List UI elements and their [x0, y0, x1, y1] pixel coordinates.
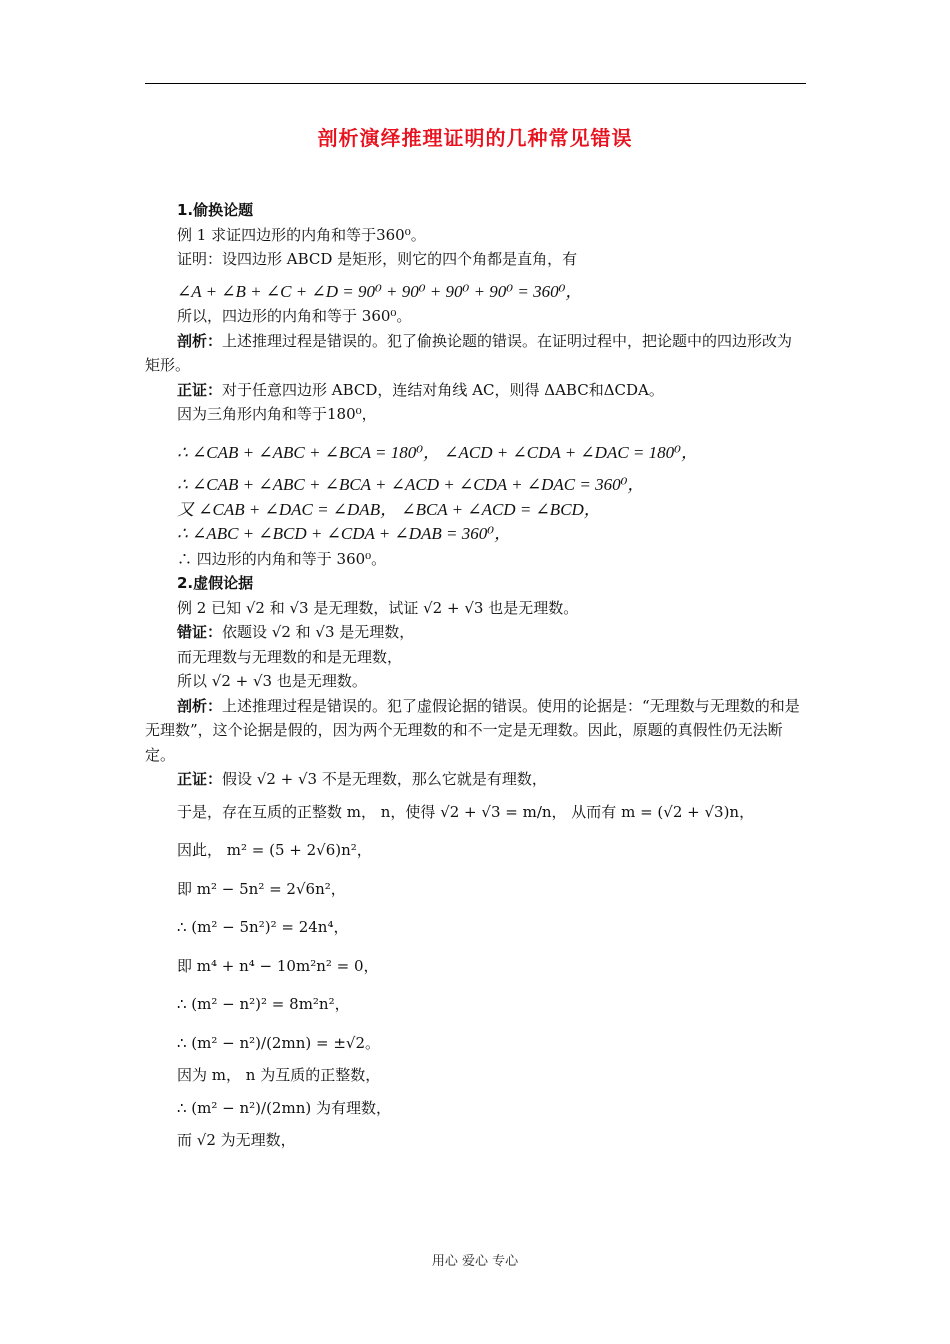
analysis2-label: 剖析：	[177, 696, 223, 715]
wrong-proof1-conclusion: 所以，四边形的内角和等于 360⁰。	[177, 307, 412, 325]
wrong-proof1-equation: ∠A + ∠B + ∠C + ∠D = 90⁰ + 90⁰ + 90⁰ + 90⁰ = 360⁰，	[177, 281, 583, 301]
wrong-proof2-line4: 所以 √2 + √3 也是无理数。	[177, 672, 367, 690]
proof2-line10: ∴ (m² − n²)/(2mn) 为有理数，	[177, 1098, 391, 1117]
proof2-text: 假设 √2 + √3 不是无理数，那么它就是有理数，	[222, 770, 547, 788]
wrong-proof2-line3: 而无理数与无理数的和是无理数，	[177, 647, 403, 666]
proof2	[145, 767, 806, 792]
wrong-proof2-label: 错证：	[177, 623, 223, 641]
analysis1-label: 剖析：	[177, 331, 223, 350]
section2-heading: 2.虚假论据	[177, 574, 254, 592]
proof1-line5: 又 ∠CAB + ∠DAC = ∠DAB， ∠BCA + ∠ACD = ∠BCD，	[177, 499, 601, 519]
page-footer: 用心 爱心 专心	[431, 1254, 519, 1269]
proof1-line6: ∴ ∠ABC + ∠BCD + ∠CDA + ∠DAB = 360⁰，	[177, 524, 512, 543]
proof2-line11: 而 √2 为无理数，	[177, 1131, 296, 1149]
header-rule	[145, 83, 806, 84]
proof2-line6: 即 m⁴ + n⁴ − 10m²n² = 0，	[177, 956, 379, 975]
wrong-proof1-line1: 证明：设四边形 ABCD 是矩形，则它的四个角都是直角，有	[177, 250, 578, 268]
proof2-line5: ∴ (m² − 5n²)² = 24n⁴，	[177, 918, 349, 936]
proof2-label: 正证：	[177, 770, 223, 788]
proof2-line7: ∴ (m² − n²)² = 8m²n²，	[177, 995, 350, 1013]
section1-heading: 1.偷换论题	[177, 201, 254, 219]
proof1-text: 对于任意四边形 ABCD，连结对角线 AC，则得 ΔABC和ΔCDA。	[222, 380, 664, 399]
wrong-proof2-text: 依题设 √2 和 √3 是无理数，	[222, 623, 415, 641]
proof2-line3: 因此， m² = (5 + 2√6)n²，	[177, 841, 372, 859]
example1-statement: 例 1 求证四边形的内角和等于360⁰。	[177, 225, 426, 244]
proof2-line9: 因为 m， n 为互质的正整数，	[177, 1066, 381, 1084]
analysis1-text: 上述推理过程是错误的。犯了偷换论题的错误。在证明过程中，把论题中的四边形改为矩形。	[145, 331, 793, 374]
proof2-line4: 即 m² − 5n² = 2√6n²，	[177, 879, 346, 898]
proof2-line8: ∴ (m² − n²)/(2mn) = ±√2。	[177, 1033, 380, 1052]
proof1-label: 正证：	[177, 380, 223, 399]
document-title: 剖析演绎推理证明的几种常见错误	[317, 126, 633, 150]
proof1-line7: ∴ 四边形的内角和等于 360⁰。	[177, 549, 387, 568]
wrong-proof2	[145, 620, 806, 645]
document-body	[145, 198, 806, 1153]
proof1-line3: ∴ ∠CAB + ∠ABC + ∠BCA = 180⁰， ∠ACD + ∠CDA + ∠DAC = 180⁰，	[177, 442, 698, 462]
proof1-line2: 因为三角形内角和等于180⁰，	[177, 405, 377, 423]
example2-statement: 例 2 已知 √2 和 √3 是无理数，试证 √2 + √3 也是无理数。	[177, 598, 579, 617]
analysis1	[145, 329, 806, 378]
proof1-line4: ∴ ∠CAB + ∠ABC + ∠BCA + ∠ACD + ∠CDA + ∠DAC = 360⁰，	[177, 475, 645, 494]
analysis2	[145, 694, 806, 768]
proof2-line2: 于是，存在互质的正整数 m， n，使得 √2 + √3 = m/n， 从而有 m = (√2 + √3)n，	[177, 802, 755, 821]
proof1	[145, 378, 806, 403]
analysis2-text: 上述推理过程是错误的。犯了虚假论据的错误。使用的论据是：“无理数与无理数的和是无理数”，这个论据是假的，因为两个无理数的和不一定是无理数。因此，原题的真假性仍无法断定。	[145, 696, 800, 764]
